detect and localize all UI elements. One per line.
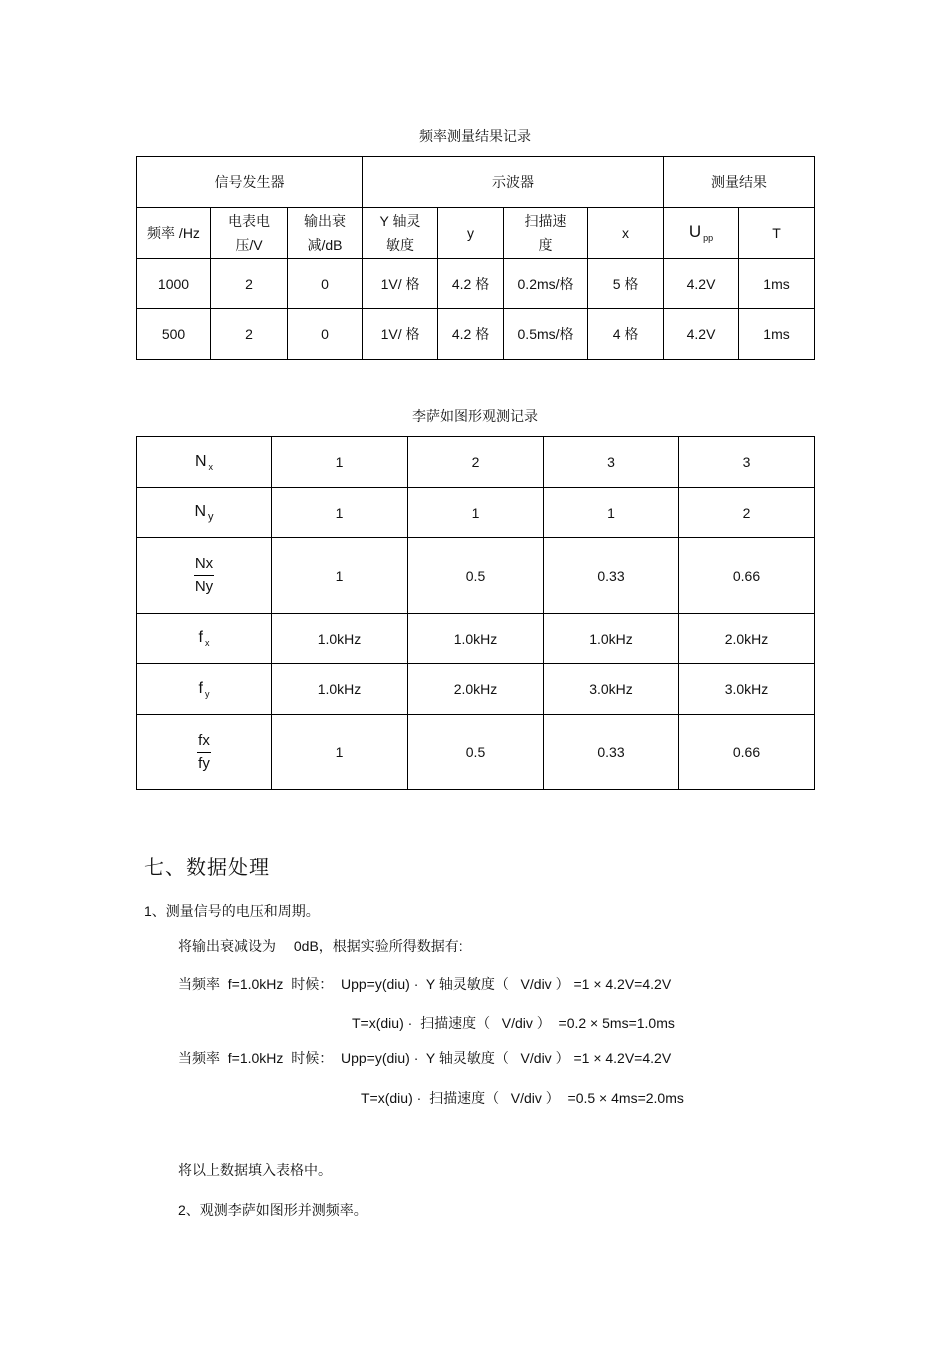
col-x: x — [588, 208, 664, 259]
group-signal-generator: 信号发生器 — [137, 157, 363, 208]
nx-label: N $_x$ — [137, 437, 272, 488]
table-row — [137, 538, 815, 614]
cell: 1 — [272, 715, 408, 790]
cell: 1 — [272, 538, 408, 614]
cell: 1ms — [739, 309, 815, 360]
cell: 1.0kHz — [408, 614, 544, 664]
col-frequency: 频率 /Hz — [137, 208, 211, 259]
cell: 4.2 格 — [438, 259, 504, 309]
cell: 1.0kHz — [544, 614, 679, 664]
cell: 0.5ms/格 — [504, 309, 588, 360]
cell: 1V/ 格 — [363, 309, 438, 360]
section-heading: 七、数据处理 — [144, 855, 270, 879]
group-oscilloscope: 示波器 — [363, 157, 664, 208]
cell: 1 — [544, 488, 679, 538]
cell: 2.0kHz — [408, 664, 544, 715]
table-row — [137, 259, 815, 309]
cell: 1 — [408, 488, 544, 538]
cell: 2 — [211, 259, 288, 309]
fx-label: f $_x$ — [137, 614, 272, 664]
cell: 2 — [679, 488, 815, 538]
table-row — [137, 309, 815, 360]
cell: 1V/ 格 — [363, 259, 438, 309]
cell: 0.33 — [544, 538, 679, 614]
col-y: y — [438, 208, 504, 259]
table-row — [137, 614, 815, 664]
table-row — [137, 437, 815, 488]
cell: 4 格 — [588, 309, 664, 360]
cell: 4.2V — [664, 309, 739, 360]
col-period: T — [739, 208, 815, 259]
table1-caption: 频率测量结果记录 — [419, 129, 531, 145]
formula-upp-1: 当频率 f=1.0kHz 时候： Upp=y(diu) · Y 轴灵敏度（ V/div ） =1 × 4.2V=4.2V — [178, 976, 672, 992]
formula-t-2: T=x(diu) · 扫描速度（ V/div ） =0.5 × 4ms=2.0ms — [361, 1090, 684, 1106]
item-1: 1、测量信号的电压和周期。 — [144, 903, 320, 919]
cell: 5 格 — [588, 259, 664, 309]
frequency-table — [136, 156, 815, 360]
col-upp: U $_{pp}$ — [664, 208, 739, 259]
item-2: 2、观测李萨如图形并测频率。 — [178, 1202, 368, 1218]
cell: 0.5 — [408, 538, 544, 614]
paragraph-fill-table: 将以上数据填入表格中。 — [178, 1162, 332, 1178]
table2-caption: 李萨如图形观测记录 — [412, 409, 538, 425]
formula-t-1: T=x(diu) · 扫描速度（ V/div ） =0.2 × 5ms=1.0ms — [352, 1015, 675, 1031]
group-result: 测量结果 — [664, 157, 815, 208]
fx-fy-ratio-label: $\frac{fx}{fy}$ — [137, 715, 272, 790]
cell: 1.0kHz — [272, 664, 408, 715]
cell: 2.0kHz — [679, 614, 815, 664]
cell: 3.0kHz — [679, 664, 815, 715]
cell: 4.2V — [664, 259, 739, 309]
nx-ny-ratio-label: $\frac{Nx}{Ny}$ — [137, 538, 272, 614]
cell: 3.0kHz — [544, 664, 679, 715]
col-y-sensitivity: Y 轴灵敏度 — [363, 208, 438, 259]
col-sweep-speed: 扫描速度 — [504, 208, 588, 259]
cell: 0.33 — [544, 715, 679, 790]
cell: 3 — [544, 437, 679, 488]
cell: 4.2 格 — [438, 309, 504, 360]
col-meter-voltage: 电表电压/V — [211, 208, 288, 259]
table-row — [137, 488, 815, 538]
cell: 0.2ms/格 — [504, 259, 588, 309]
cell: 0.66 — [679, 538, 815, 614]
cell: 0.66 — [679, 715, 815, 790]
cell: 0 — [288, 259, 363, 309]
fy-label: f $_y$ — [137, 664, 272, 715]
cell: 2 — [211, 309, 288, 360]
cell: 500 — [137, 309, 211, 360]
table-row — [137, 715, 815, 790]
cell: 1 — [272, 488, 408, 538]
cell: 1 — [272, 437, 408, 488]
formula-upp-2: 当频率 f=1.0kHz 时候： Upp=y(diu) · Y 轴灵敏度（ V/div ） =1 × 4.2V=4.2V — [178, 1050, 672, 1066]
col-attenuation: 输出衰减/dB — [288, 208, 363, 259]
paragraph-attenuation: 将输出衰减设为 0dB，根据实验所得数据有: — [178, 938, 463, 954]
table-row — [137, 664, 815, 715]
cell: 1ms — [739, 259, 815, 309]
cell: 2 — [408, 437, 544, 488]
lissajous-table — [136, 436, 815, 790]
cell: 3 — [679, 437, 815, 488]
cell: 0.5 — [408, 715, 544, 790]
ny-label: N $_y$ — [137, 488, 272, 538]
cell: 1000 — [137, 259, 211, 309]
cell: 1.0kHz — [272, 614, 408, 664]
cell: 0 — [288, 309, 363, 360]
